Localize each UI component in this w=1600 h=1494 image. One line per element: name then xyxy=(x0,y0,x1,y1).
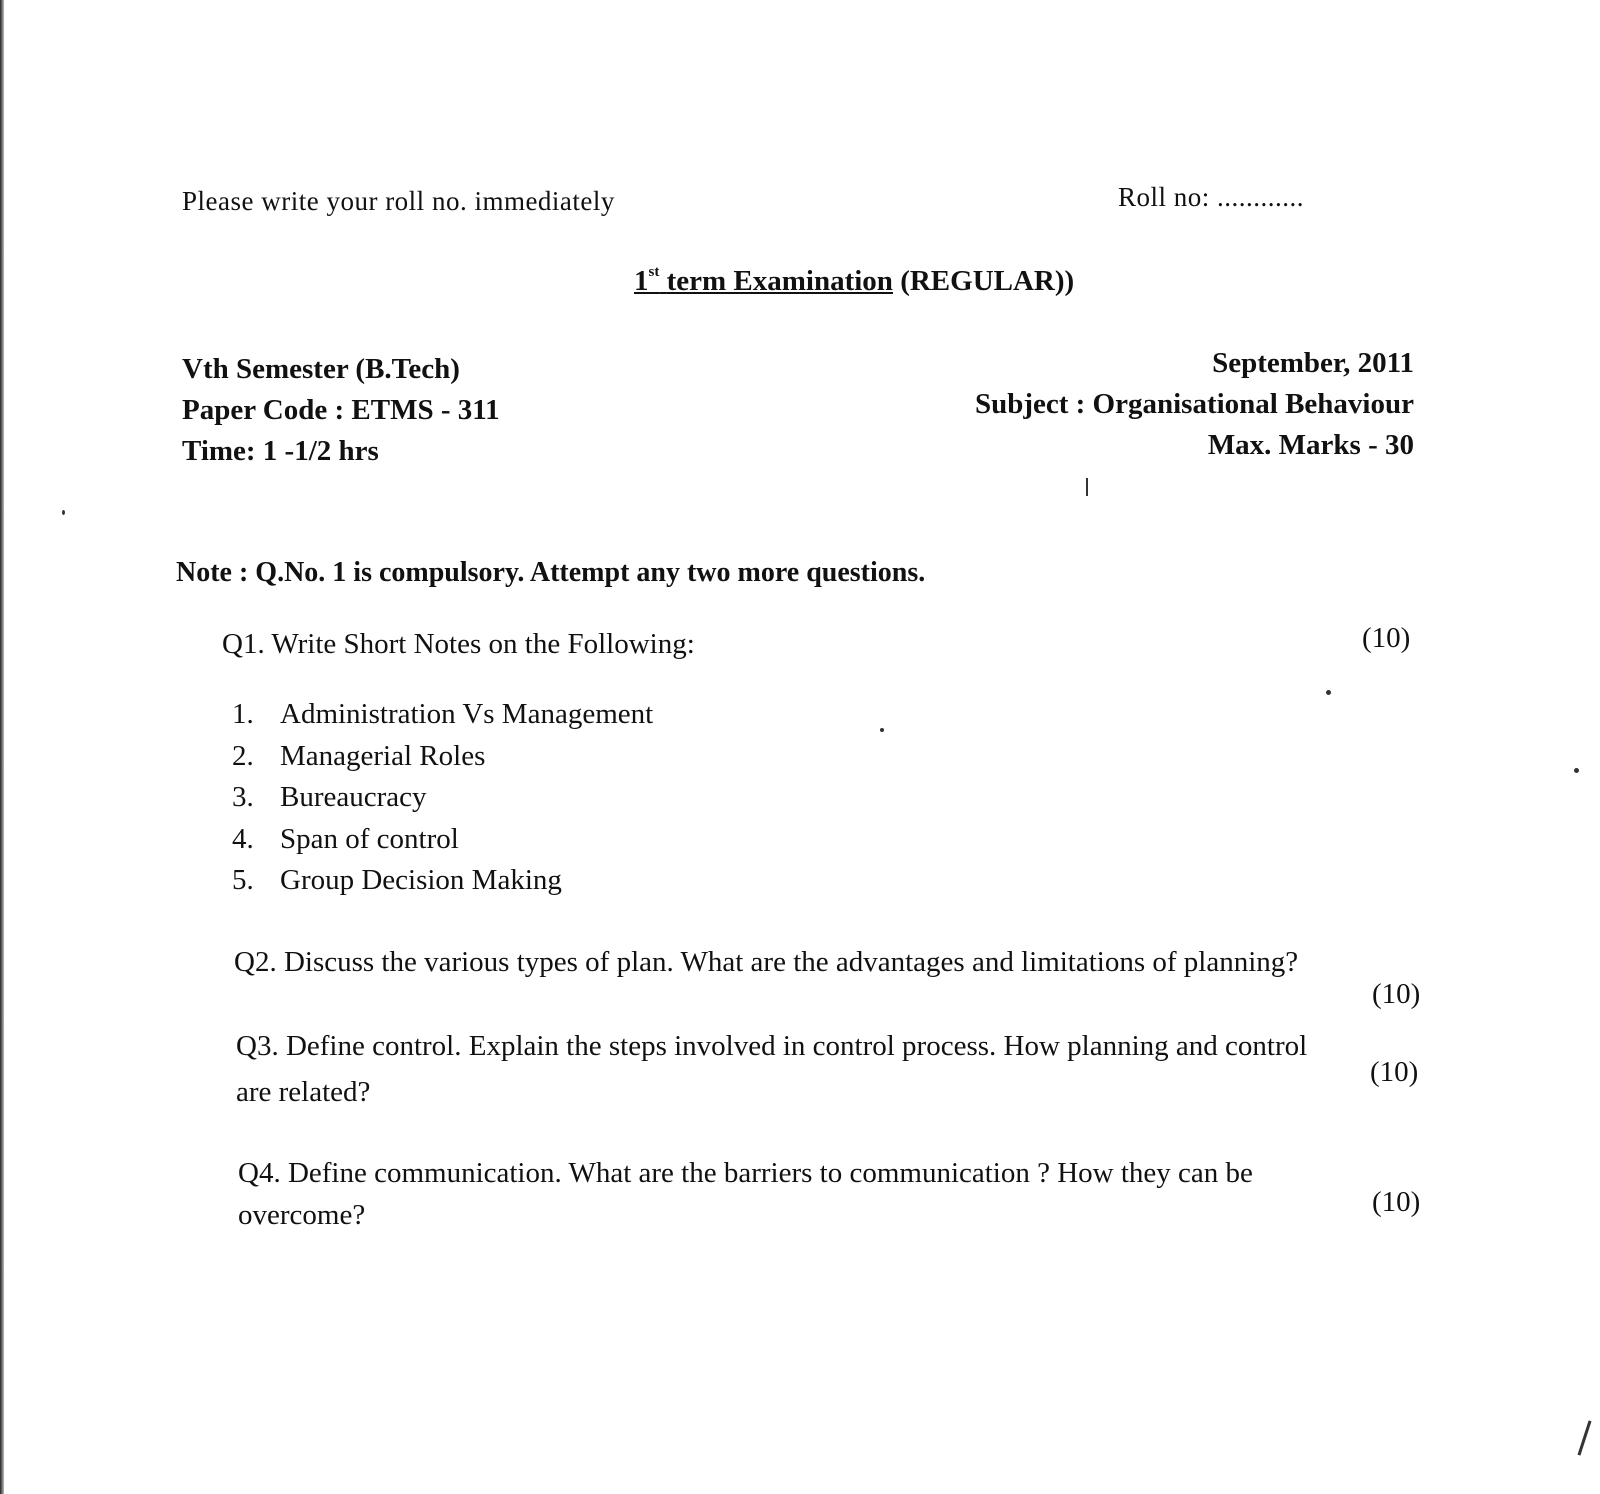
scan-speck xyxy=(880,728,884,732)
meta-left xyxy=(182,349,500,472)
question-3-line-2: are related? xyxy=(236,1076,371,1108)
roll-instruction: Please write your roll no. immediately xyxy=(182,186,615,216)
semester: Vth Semester (B.Tech) xyxy=(182,353,460,385)
list-item xyxy=(232,819,653,861)
list-item-text: Managerial Roles xyxy=(280,739,486,772)
list-item-text: Group Decision Making xyxy=(280,864,562,896)
scan-speck xyxy=(1578,1420,1592,1455)
list-item-number: 2. xyxy=(232,739,254,772)
question-2: Q2. Discuss the various types of plan. What are the advantages and limitations of planning? xyxy=(234,946,1299,978)
scan-speck xyxy=(1574,768,1579,773)
list-item xyxy=(232,777,653,819)
time-allowed: Time: 1 -1/2 hrs xyxy=(182,435,379,467)
exam-title xyxy=(634,265,1074,298)
max-marks: Max. Marks - 30 xyxy=(1207,429,1414,461)
title-main: term Examination xyxy=(666,265,893,297)
instructions-note: Note : Q.No. 1 is compulsory. Attempt any two more questions. xyxy=(176,557,926,588)
title-ordinal: 1 xyxy=(634,265,649,297)
exam-title-underlined xyxy=(634,265,893,297)
question-3-marks: (10) xyxy=(1370,1056,1419,1088)
subject: Subject : Organisational Behaviour xyxy=(974,388,1414,420)
question-1-list xyxy=(232,694,653,902)
list-item-number: 5. xyxy=(232,864,254,896)
question-4-marks: (10) xyxy=(1372,1186,1421,1218)
scan-edge xyxy=(0,0,4,1494)
scan-speck xyxy=(1326,690,1331,695)
scan-speck xyxy=(1086,478,1088,496)
question-1-marks: (10) xyxy=(1362,622,1411,654)
question-4-line-1: Q4. Define communication. What are the barriers to communication ? How they can be xyxy=(238,1157,1253,1189)
list-item-text: Bureaucracy xyxy=(280,781,427,813)
list-item-number: 3. xyxy=(232,781,254,813)
list-item xyxy=(232,694,653,736)
list-item xyxy=(232,736,653,778)
list-item-number: 4. xyxy=(232,822,254,855)
roll-no-label: Roll no: ............ xyxy=(1118,182,1305,212)
question-3-line-1: Q3. Define control. Explain the steps involved in control process. How planning and control xyxy=(236,1030,1308,1062)
question-1: Q1. Write Short Notes on the Following: xyxy=(222,628,695,660)
list-item-text: Span of control xyxy=(280,822,459,855)
question-4-line-2: overcome? xyxy=(238,1199,366,1231)
meta-right xyxy=(975,343,1414,466)
list-item-text: Administration Vs Management xyxy=(280,698,654,730)
title-ordinal-suffix: st xyxy=(648,264,660,280)
list-item xyxy=(232,860,653,902)
paper-code: Paper Code : ETMS - 311 xyxy=(182,394,500,426)
title-rest: (REGULAR)) xyxy=(900,265,1075,297)
question-2-marks: (10) xyxy=(1372,978,1421,1010)
exam-date: September, 2011 xyxy=(1212,347,1414,379)
list-item-number: 1. xyxy=(232,698,254,730)
scan-speck xyxy=(62,510,65,515)
